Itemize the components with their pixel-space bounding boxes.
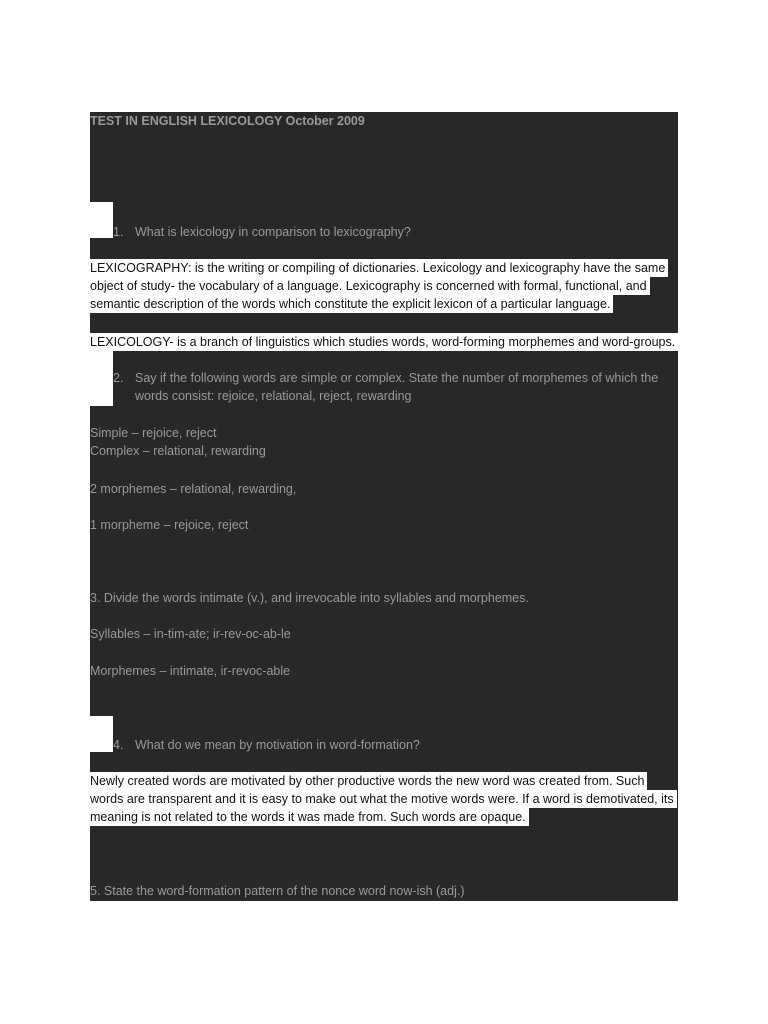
highlight-fragment: [90, 202, 113, 238]
q2-line-2: words consist: rejoice, relational, reject, rewarding: [135, 389, 412, 403]
a1-line-1: LEXICOGRAPHY: is the writing or compiling of dictionaries. Lexicology and lexicography have the same: [90, 259, 668, 277]
q2-line-1: Say if the following words are simple or complex. State the number of morphemes of which the: [135, 371, 659, 385]
a1-lexicology: LEXICOLOGY- is a branch of linguistics which studies words, word-forming morphemes and word-groups.: [90, 333, 678, 351]
a4-line-2: words are transparent and it is easy to make out what the motive words were. If a word is demotivated, its: [90, 790, 677, 808]
highlight-fragment: [90, 351, 113, 406]
a1-line-2: object of study- the vocabulary of a language. Lexicography is concerned with formal, functional, and: [90, 277, 650, 295]
q1-text: What is lexicology in comparison to lexicography?: [135, 225, 411, 239]
a2-simple: Simple – rejoice, reject: [90, 426, 217, 440]
document-title: TEST IN ENGLISH LEXICOLOGY October 2009: [90, 114, 365, 128]
a2-two-morphemes: 2 morphemes – relational, rewarding,: [90, 482, 297, 496]
a2-one-morpheme: 1 morpheme – rejoice, reject: [90, 518, 249, 532]
q5-text: 5. State the word-formation pattern of the nonce word now-ish (adj.): [90, 884, 465, 898]
q2-number: 2.: [113, 371, 124, 385]
a1-line-3: semantic description of the words which constitute the explicit lexicon of a particular language.: [90, 295, 613, 313]
a3-morphemes: Morphemes – intimate, ir-revoc-able: [90, 664, 291, 678]
q4-number: 4.: [113, 738, 124, 752]
a4-line-3: meaning is not related to the words it was made from. Such words are opaque.: [90, 808, 529, 826]
a4-line-1: Newly created words are motivated by other productive words the new word was created from. Such: [90, 772, 647, 790]
q4-text: What do we mean by motivation in word-formation?: [135, 738, 420, 752]
document-page: [90, 112, 678, 901]
highlight-fragment: [90, 716, 113, 752]
q1-number: 1.: [113, 225, 124, 239]
a2-complex: Complex – relational, rewarding: [90, 444, 266, 458]
q3-text: 3. Divide the words intimate (v.), and irrevocable into syllables and morphemes.: [90, 591, 529, 605]
a3-syllables: Syllables – in-tim-ate; ir-rev-oc-ab-le: [90, 627, 291, 641]
